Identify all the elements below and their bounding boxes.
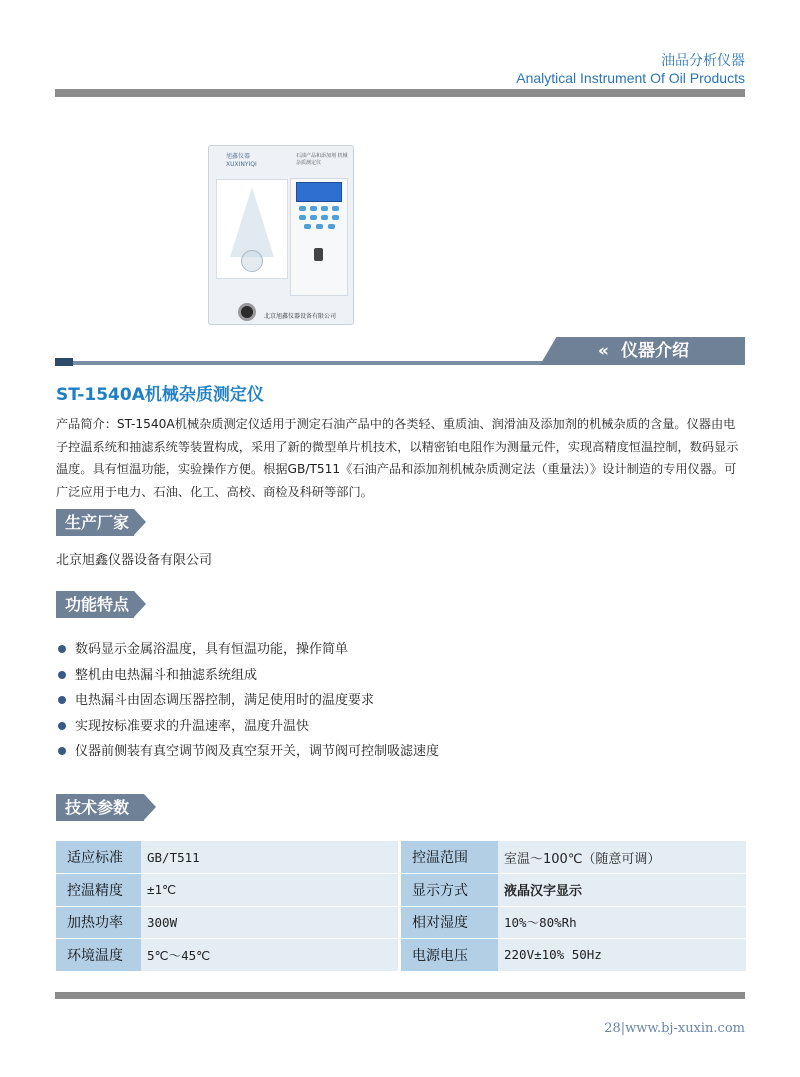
feature-list [56,637,439,765]
footer-url: www.bj-xuxin.com [625,1021,745,1036]
bullet-icon [58,645,66,653]
param-value: 10%～80%Rh [498,906,746,939]
double-chevron-icon: « [598,341,605,361]
device-panel-label: 石油产品和添加剂 机械杂质测定仪 [296,153,348,166]
device-brand-label [226,153,257,169]
bottom-divider [55,992,745,999]
banner-accent [55,358,73,366]
footer-divider: | [620,1021,626,1036]
feature-text: 电热漏斗由固态调压器控制，满足使用时的温度要求 [75,693,375,709]
device-brand-cn: 旭鑫仪器 [226,153,251,160]
funnel-icon [230,187,274,257]
param-key: 电源电压 [401,939,498,972]
banner-label [598,339,689,363]
page-number: 28 [604,1021,621,1036]
list-item [56,688,439,714]
product-image [208,145,354,325]
param-value: GB/T511 [141,841,398,874]
param-value: 300W [141,906,398,939]
param-value: 室温～100℃（随意可调） [498,841,746,874]
param-key: 控温范围 [401,841,498,874]
param-value: 220V±10% 50Hz [498,939,746,972]
device-lcd-screen [296,182,342,202]
table-row [56,874,746,907]
flask-icon [241,250,263,272]
param-value: ±1℃ [141,874,398,907]
feature-text: 数码显示金属浴温度，具有恒温功能，操作简单 [75,642,349,657]
top-divider [55,89,745,97]
param-value: 5℃～45℃ [141,939,398,972]
param-key: 相对湿度 [401,906,498,939]
params-table [56,841,746,972]
param-key: 环境温度 [56,939,141,972]
product-title: ST-1540A机械杂质测定仪 [56,385,264,405]
device-maker-label: 北京旭鑫仪器设备有限公司 [264,313,337,320]
param-key: 显示方式 [401,874,498,907]
section-tag-params: 技术参数 [56,794,144,821]
maker-name: 北京旭鑫仪器设备有限公司 [56,553,213,568]
table-row [56,939,746,972]
param-value: 液晶汉字显示 [498,874,746,907]
list-item [56,739,439,765]
feature-text: 仪器前侧装有真空调节阀及真空泵开关，调节阀可控制吸滤速度 [75,744,440,760]
header-title-en: Analytical Instrument Of Oil Products [516,70,745,86]
footer [604,1021,745,1036]
product-intro: 产品简介：ST-1540A机械杂质测定仪适用于测定石油产品中的各类轻、重质油、润滑油及添加剂的机械杂质的含量。仪器由电子控温系统和抽滤系统等装置构成，采用了新的微型单片机技术，以精密铂电阻作为测量元件，实现高精度恒温控制，数码显示温度。具有恒温功能，实验操作方便。根据GB/T511《石油产品和添加剂机械杂质测定法（重量法）》设计制造的专用仪器。可广泛应用于电力、石油、化工、高校、商检及科研等部门。 [56,417,739,499]
section-tag-features: 功能特点 [56,591,134,618]
bullet-icon [58,747,66,755]
list-item [56,637,439,663]
feature-text: 整机由电热漏斗和抽滤系统组成 [75,667,258,683]
valve-knob-icon [238,303,256,321]
list-item [56,714,439,740]
section-tag-maker: 生产厂家 [56,509,134,536]
param-key: 加热功率 [56,906,141,939]
bullet-icon [58,671,66,679]
table-row [56,906,746,939]
banner-title: 仪器介绍 [620,341,689,361]
device-brand-en: XUXINYIQI [226,161,257,168]
bullet-icon [58,722,66,730]
table-row [56,841,746,874]
device-keypad [299,206,341,236]
feature-text: 实现按标准要求的升温速率，温度升温快 [75,718,310,734]
list-item [56,663,439,689]
bullet-icon [58,696,66,704]
power-switch-icon [314,248,323,261]
param-key: 适应标准 [56,841,141,874]
param-key: 控温精度 [56,874,141,907]
header-title-cn: 油品分析仪器 [661,53,745,69]
